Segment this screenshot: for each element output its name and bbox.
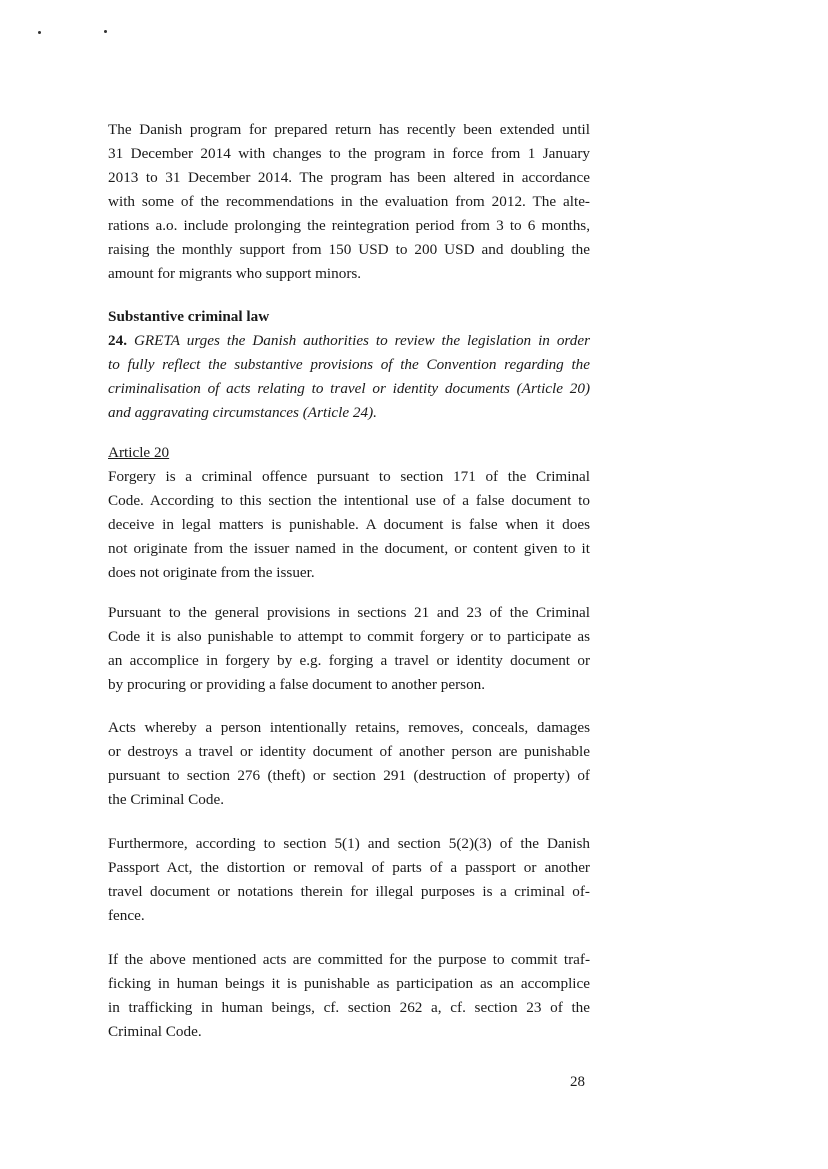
text-line: 31 December 2014 with changes to the program in force from 1 January xyxy=(108,145,590,162)
recommendation-text: GRETA urges the Danish authorities to review the legislation in order xyxy=(133,332,591,349)
text-line: amount for migrants who support minors. xyxy=(108,265,362,282)
text-line: Passport Act, the distortion or removal of parts of a passport or another xyxy=(108,859,590,876)
recommendation-line xyxy=(108,329,590,353)
paragraph-trafficking xyxy=(108,948,590,1044)
text-line: with some of the recommendations in the evaluation from 2012. The alte- xyxy=(108,193,590,210)
text-line: Code it is also punishable to attempt to commit forgery or to participate as xyxy=(108,628,590,645)
text-line: pursuant to section 276 (theft) or section 291 (destruction of property) of xyxy=(108,767,590,784)
text-line: an accomplice in forgery by e.g. forging a travel or identity document or xyxy=(108,652,590,669)
text-line: Pursuant to the general provisions in sections 21 and 23 of the Criminal xyxy=(108,604,590,621)
recommendation-number: 24. xyxy=(108,332,127,349)
text-line: travel document or notations therein for illegal purposes is a criminal of- xyxy=(108,883,590,900)
recommendation-line: and aggravating circumstances (Article 24). xyxy=(108,404,377,421)
paragraph-general-provisions xyxy=(108,601,590,697)
text-line: in trafficking in human beings, cf. section 262 a, cf. section 23 of the xyxy=(108,999,590,1016)
text-line: fence. xyxy=(108,907,145,924)
text-line: not originate from the issuer named in the document, or content given to it xyxy=(108,540,590,557)
article-20-section xyxy=(108,441,590,585)
text-line: by procuring or providing a false document to another person. xyxy=(108,676,486,693)
text-line: If the above mentioned acts are committed for the purpose to commit traf- xyxy=(108,951,590,968)
paragraph-acts xyxy=(108,716,590,812)
article-heading: Article 20 xyxy=(108,444,170,461)
paragraph-passport-act xyxy=(108,832,590,928)
text-line: ficking in human beings it is punishable as participation as an accomplice xyxy=(108,975,590,992)
text-line: Acts whereby a person intentionally retains, removes, conceals, damages xyxy=(108,719,590,736)
text-line: rations a.o. include prolonging the reintegration period from 3 to 6 months, xyxy=(108,217,590,234)
text-line: Code. According to this section the intentional use of a false document to xyxy=(108,492,590,509)
section-substantive-criminal-law xyxy=(108,305,590,425)
text-line: deceive in legal matters is punishable. A document is false when it does xyxy=(108,516,590,533)
text-line: Criminal Code. xyxy=(108,1023,202,1040)
text-line: 2013 to 31 December 2014. The program has been altered in accordance xyxy=(108,169,590,186)
text-line: raising the monthly support from 150 USD to 200 USD and doubling the xyxy=(108,241,590,258)
text-line: Forgery is a criminal offence pursuant to section 171 of the Criminal xyxy=(108,468,590,485)
recommendation-line: criminalisation of acts relating to travel or identity documents (Article 20) xyxy=(108,380,590,397)
text-line: The Danish program for prepared return has recently been extended until xyxy=(108,121,590,138)
text-line: or destroys a travel or identity document of another person are punishable xyxy=(108,743,590,760)
paragraph-prepared-return xyxy=(108,118,590,286)
page-number: 28 xyxy=(570,1074,585,1090)
text-line: does not originate from the issuer. xyxy=(108,564,315,581)
text-line: the Criminal Code. xyxy=(108,791,224,808)
recommendation-line: to fully reflect the substantive provisions of the Convention regarding the xyxy=(108,356,590,373)
text-line: Furthermore, according to section 5(1) and section 5(2)(3) of the Danish xyxy=(108,835,590,852)
section-heading: Substantive criminal law xyxy=(108,308,270,325)
